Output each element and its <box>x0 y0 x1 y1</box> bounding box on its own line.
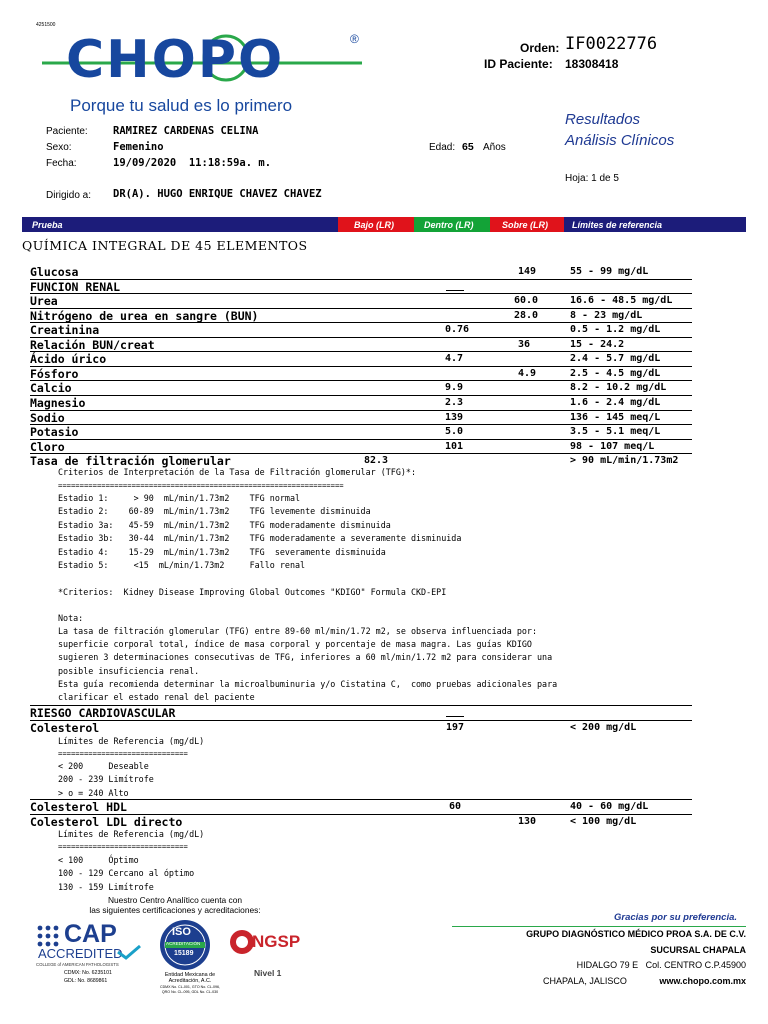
row-divider <box>30 279 692 280</box>
note-line: superficie corporal total, índice de masa corporal y porcentaje de masa magra. Las guías KDIGO <box>58 639 532 650</box>
result-row <box>0 396 768 410</box>
gracias-text: Gracias por su preferencia. <box>614 912 738 923</box>
nota-label: Nota: <box>58 613 84 623</box>
note-line: La tasa de filtración glomerular (TFG) entre 89-60 ml/min/1.72 m2, se observa influenciada por: <box>58 626 538 636</box>
result-row <box>0 338 768 352</box>
website: www.chopo.com.mx <box>659 976 746 986</box>
note-line: Estadio 3a: 45-59 mL/min/1.73m2 TFG moderadamente disminuida <box>58 519 391 530</box>
result-ref: 98 - 107 meq/L <box>570 440 655 452</box>
row-divider <box>30 351 692 352</box>
sexo-label: Sexo: <box>46 142 72 153</box>
result-value-sobre: 4.9 <box>518 367 537 379</box>
col-prueba: Prueba <box>32 220 63 230</box>
result-row <box>0 367 768 381</box>
result-row <box>0 352 768 366</box>
result-name: Colesterol HDL <box>30 800 127 814</box>
result-row-hdl <box>0 800 768 814</box>
cert-text: Nuestro Centro Analítico cuenta con las siguientes certificaciones y acreditaciones: <box>89 895 261 915</box>
note-line: < 200 Deseable <box>58 761 149 771</box>
paciente-label: Paciente: <box>46 126 88 137</box>
note-line: 200 - 239 Limítrofe <box>58 774 154 785</box>
result-ref: 8 - 23 mg/dL <box>570 309 643 321</box>
result-row <box>0 411 768 425</box>
row-divider <box>30 366 692 367</box>
company-name: GRUPO DIAGNÓSTICO MÉDICO PROA S.A. DE C.V. <box>526 929 746 939</box>
result-value: 197 <box>446 722 465 733</box>
result-name: Urea <box>30 294 58 309</box>
tfg-kdigo: *Criterios: Kidney Disease Improving Global Outcomes "KDIGO" Formula CKD-EPI <box>58 587 447 597</box>
report-title-2: Análisis Clínicos <box>565 132 675 149</box>
logo-wordmark: CHOPO <box>66 30 285 90</box>
result-ref: 15 - 24.2 <box>570 338 625 350</box>
fecha-value: 19/09/2020 11:18:59a. m. <box>113 157 272 169</box>
result-ref: 2.4 - 5.7 mg/dL <box>570 353 661 365</box>
cap-dots-icon <box>36 924 60 948</box>
id-paciente-label: ID Paciente: <box>484 57 553 71</box>
column-header-bar <box>22 217 746 232</box>
result-name: Colesterol <box>30 721 100 735</box>
note-line: 100 - 129 Cercano al óptimo <box>58 868 195 879</box>
result-ref: 40 - 60 mg/dL <box>570 801 649 812</box>
page-counter: Hoja: 1 de 5 <box>565 173 619 184</box>
result-ref: 136 - 145 meq/L <box>570 411 661 423</box>
result-value-bajo: 82.3 <box>364 455 389 467</box>
dirigido-label: Dirigido a: <box>46 190 92 201</box>
orden-label: Orden: <box>520 41 560 55</box>
result-value-dentro: 4.7 <box>445 353 464 365</box>
report-title-1: Resultados <box>565 111 641 128</box>
result-name: Glucosa <box>30 265 79 279</box>
result-row <box>0 440 768 454</box>
col-limites-title: Límites de Referencia (mg/dL) <box>58 736 205 746</box>
result-ref: 55 - 99 mg/dL <box>570 266 649 277</box>
result-name: Ácido úrico <box>30 352 107 367</box>
sucursal-name: SUCURSAL CHAPALA <box>650 945 746 955</box>
row-divider <box>30 337 692 338</box>
row-divider <box>30 424 692 425</box>
result-row-ldl <box>0 815 768 829</box>
tfg-separator: ================================================================== <box>58 481 344 490</box>
result-ref: 1.6 - 2.4 mg/dL <box>570 396 661 408</box>
col-dentro: Dentro (LR) <box>424 220 474 230</box>
result-row <box>0 309 768 323</box>
result-ref: < 100 mg/dL <box>570 816 637 827</box>
result-value-dentro: 139 <box>445 411 464 423</box>
logo-tagline: Porque tu salud es lo primero <box>70 96 293 115</box>
result-row <box>0 425 768 439</box>
edad-label: Edad: <box>429 142 456 153</box>
result-row <box>0 280 768 294</box>
row-divider <box>30 453 692 454</box>
cap-logo: CAP ACCREDITED COLLEGE of AMERICAN PATHOLOGISTS CDMX: No. 6235101 GDL: No. 8689861 <box>36 922 148 988</box>
result-ref: 16.6 - 48.5 mg/dL <box>570 295 673 307</box>
result-name: Relación BUN/creat <box>30 337 155 352</box>
row-divider <box>30 439 692 440</box>
result-name: FUNCION RENAL <box>30 279 121 294</box>
result-value-sobre: 28.0 <box>514 309 539 321</box>
result-value-sobre: 36 <box>518 338 531 350</box>
result-value-sobre: 149 <box>518 266 537 277</box>
result-name: Nitrógeno de urea en sangre (BUN) <box>30 308 259 323</box>
note-line: Estadio 2: 60-89 mL/min/1.73m2 TFG levemente disminuida <box>58 506 371 517</box>
result-name: Calcio <box>30 381 72 396</box>
note-line: > o = 240 Alto <box>58 787 129 798</box>
result-value: 60 <box>449 801 462 812</box>
note-line: Esta guía recomienda determinar la microalbuminuria y/o Cistatina C, como pruebas adicionales para <box>58 678 558 689</box>
cap-check-icon <box>116 944 142 960</box>
result-name: Creatinina <box>30 323 100 338</box>
result-name: Tasa de filtración glomerular <box>30 454 231 469</box>
result-ref: 3.5 - 5.1 meq/L <box>570 426 661 438</box>
note-line: Estadio 4: 15-29 mL/min/1.73m2 TFG severamente disminuida <box>58 546 386 557</box>
result-value-dentro: 9.9 <box>445 382 464 394</box>
footer-divider <box>452 926 746 927</box>
result-row <box>0 265 768 279</box>
note-line: posible insuficiencia renal. <box>58 665 200 676</box>
tfg-criterios-title: Criterios de Interpretación de la Tasa de Filtración glomerular (TFG)*: <box>58 467 416 477</box>
col-sobre: Sobre (LR) <box>502 220 548 230</box>
note-line: Estadio 1: > 90 mL/min/1.73m2 TFG normal <box>58 493 301 503</box>
result-name: Sodio <box>30 410 65 425</box>
result-value-sobre: 60.0 <box>514 295 539 307</box>
result-ref: < 200 mg/dL <box>570 722 637 733</box>
col-separator: ============================== <box>58 749 188 758</box>
iso-ema-logo: ISO ACREDITACIÓN 15189 Entidad Mexicana de Acreditación, A.C. CDMX No. CL-001, GTO No. CL-096, QRO No. CL-095, GDL No. CL-030 <box>154 918 226 998</box>
result-row-colesterol <box>0 721 768 735</box>
result-ref: 2.5 - 4.5 mg/dL <box>570 367 661 379</box>
row-divider <box>30 410 692 411</box>
note-line: 130 - 159 Limítrofe <box>58 881 154 892</box>
row-divider <box>30 322 692 323</box>
note-line: < 100 Óptimo <box>58 855 139 865</box>
result-row <box>0 323 768 337</box>
row-divider <box>30 293 692 294</box>
section-title: QUÍMICA INTEGRAL DE 45 ELEMENTOS <box>22 238 308 253</box>
result-value-dentro: 0.76 <box>445 324 470 336</box>
result-row <box>0 294 768 308</box>
fecha-label: Fecha: <box>46 158 77 169</box>
result-name: Fósforo <box>30 366 79 381</box>
row-divider <box>30 308 692 309</box>
id-paciente-value: 18308418 <box>565 57 619 71</box>
result-name: Cloro <box>30 439 65 454</box>
form-code: 4251500 <box>36 22 56 28</box>
result-ref: > 90 mL/min/1.73m2 <box>570 455 679 467</box>
ngsp-logo: NGSP Nivel 1 <box>228 924 298 982</box>
result-name: Colesterol LDL directo <box>30 815 183 829</box>
result-value-dentro: 5.0 <box>445 426 464 438</box>
row-divider <box>30 380 692 381</box>
col-limites: Límites de referencia <box>572 220 663 230</box>
riesgo-title: RIESGO CARDIOVASCULAR <box>30 706 176 720</box>
sexo-value: Femenino <box>113 141 164 153</box>
sucursal-city: CHAPALA, JALISCO <box>543 976 627 986</box>
edad-unit: Años <box>483 142 506 153</box>
result-name: Magnesio <box>30 395 86 410</box>
paciente-value: RAMIREZ CARDENAS CELINA <box>113 125 259 137</box>
note-line: clarificar el estado renal del paciente <box>58 692 255 702</box>
result-ref: 8.2 - 10.2 mg/dL <box>570 382 667 394</box>
note-line: sugieren 3 determinaciones consecutivas de TFG, inferiores a 60 ml/min/1.72 m2 para considerar una <box>58 652 553 663</box>
row-divider <box>30 395 692 396</box>
result-value-dentro: 2.3 <box>445 396 464 408</box>
chopo-logo <box>38 30 380 118</box>
col-bajo: Bajo (LR) <box>354 220 394 230</box>
orden-value: IF0022776 <box>565 34 658 54</box>
ldl-separator: ============================== <box>58 842 188 851</box>
sucursal-address: HIDALGO 79 E Col. CENTRO C.P.45900 <box>576 960 746 970</box>
dirigido-value: DR(A). HUGO ENRIQUE CHAVEZ CHAVEZ <box>113 188 322 200</box>
result-name: Potasio <box>30 425 79 440</box>
note-line: Estadio 3b: 30-44 mL/min/1.73m2 TFG moderadamente a severamente disminuida <box>58 533 462 544</box>
result-value: 130 <box>518 816 537 827</box>
logo-registered: ® <box>350 32 359 46</box>
edad-value: 65 <box>462 141 474 153</box>
note-line: Estadio 5: <15 mL/min/1.73m2 Fallo renal <box>58 560 306 570</box>
result-ref: 0.5 - 1.2 mg/dL <box>570 324 661 336</box>
ldl-limites-title: Límites de Referencia (mg/dL) <box>58 829 205 839</box>
result-row <box>0 381 768 395</box>
result-value-dentro: 101 <box>445 440 464 452</box>
